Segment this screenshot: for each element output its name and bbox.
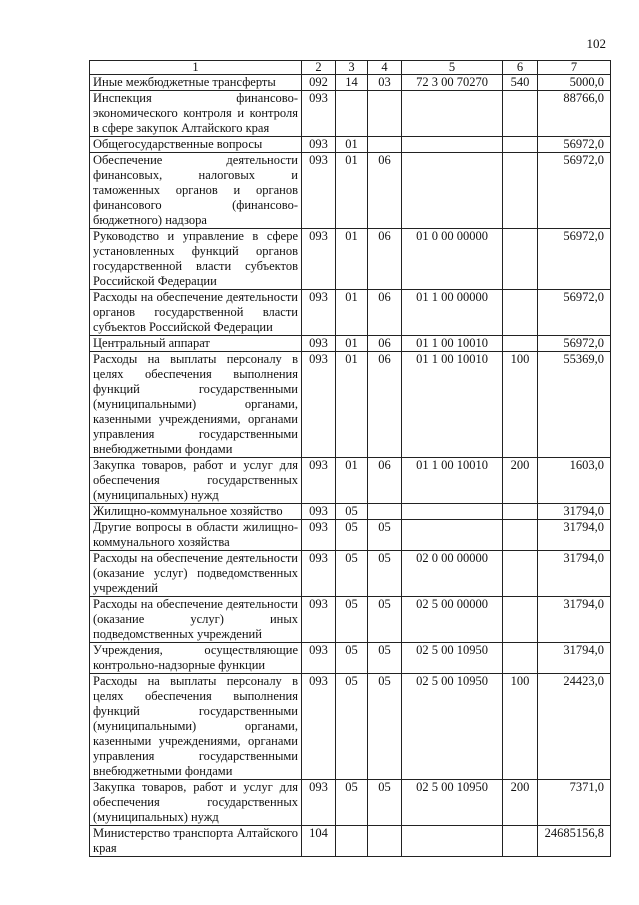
expense-name-cell: Расходы на обеспечение деятельности (оказание услуг) иных подведомственных учреждений [90, 597, 302, 643]
target-article-cell: 02 5 00 00000 [402, 597, 503, 643]
section-code-cell: 05 [336, 643, 368, 674]
target-article-cell: 02 5 00 10950 [402, 643, 503, 674]
target-article-cell: 01 1 00 10010 [402, 352, 503, 458]
amount-cell: 24685156,8 [538, 826, 611, 857]
expense-type-cell [503, 229, 538, 290]
target-article-cell [402, 91, 503, 137]
department-code-cell: 093 [302, 597, 336, 643]
subsection-code-cell: 06 [368, 290, 402, 336]
expense-type-cell [503, 520, 538, 551]
table-row [90, 153, 611, 229]
target-article-cell [402, 504, 503, 520]
amount-cell: 31794,0 [538, 551, 611, 597]
expense-type-cell: 100 [503, 352, 538, 458]
expense-name-cell: Руководство и управление в сфере установленных функций органов государственной власти субъектов Российской Федерации [90, 229, 302, 290]
header-cell: 1 [90, 61, 302, 75]
department-code-cell: 093 [302, 290, 336, 336]
expense-name-cell: Общегосударственные вопросы [90, 137, 302, 153]
department-code-cell: 093 [302, 551, 336, 597]
header-cell: 5 [402, 61, 503, 75]
target-article-cell: 72 3 00 70270 [402, 75, 503, 91]
amount-cell: 88766,0 [538, 91, 611, 137]
department-code-cell: 093 [302, 504, 336, 520]
target-article-cell: 02 5 00 10950 [402, 780, 503, 826]
table-row [90, 674, 611, 780]
expense-name-cell: Инспекция финансово-экономического контроля и контроля в сфере закупок Алтайского края [90, 91, 302, 137]
table-row [90, 336, 611, 352]
department-code-cell: 104 [302, 826, 336, 857]
expense-name-cell: Расходы на выплаты персоналу в целях обеспечения выполнения функций государственными (муниципальными) органами, казенными учреждениями, органами управления государственными внебюджетными фондами [90, 674, 302, 780]
table-row [90, 504, 611, 520]
expense-name-cell: Расходы на выплаты персоналу в целях обеспечения выполнения функций государственными (муниципальными) органами, казенными учреждениями, органами управления государственными внебюджетными фондами [90, 352, 302, 458]
department-code-cell: 093 [302, 643, 336, 674]
amount-cell: 31794,0 [538, 643, 611, 674]
amount-cell: 31794,0 [538, 520, 611, 551]
subsection-code-cell: 03 [368, 75, 402, 91]
section-code-cell: 05 [336, 551, 368, 597]
target-article-cell [402, 826, 503, 857]
section-code-cell: 01 [336, 137, 368, 153]
expense-name-cell: Иные межбюджетные трансферты [90, 75, 302, 91]
amount-cell: 56972,0 [538, 229, 611, 290]
department-code-cell: 093 [302, 674, 336, 780]
section-code-cell: 05 [336, 520, 368, 551]
table-row [90, 551, 611, 597]
table-row [90, 780, 611, 826]
table-row [90, 643, 611, 674]
expense-type-cell: 200 [503, 458, 538, 504]
section-code-cell: 01 [336, 229, 368, 290]
expense-type-cell: 100 [503, 674, 538, 780]
amount-cell: 55369,0 [538, 352, 611, 458]
subsection-code-cell: 05 [368, 643, 402, 674]
subsection-code-cell: 06 [368, 336, 402, 352]
subsection-code-cell: 05 [368, 780, 402, 826]
subsection-code-cell [368, 504, 402, 520]
table-row [90, 229, 611, 290]
amount-cell: 56972,0 [538, 153, 611, 229]
target-article-cell [402, 520, 503, 551]
expense-name-cell: Учреждения, осуществляющие контрольно-надзорные функции [90, 643, 302, 674]
amount-cell: 56972,0 [538, 290, 611, 336]
subsection-code-cell: 05 [368, 520, 402, 551]
section-code-cell: 05 [336, 597, 368, 643]
amount-cell: 1603,0 [538, 458, 611, 504]
expense-type-cell [503, 504, 538, 520]
header-cell: 7 [538, 61, 611, 75]
section-code-cell: 05 [336, 780, 368, 826]
department-code-cell: 092 [302, 75, 336, 91]
expense-name-cell: Центральный аппарат [90, 336, 302, 352]
expense-name-cell: Министерство транспорта Алтайского края [90, 826, 302, 857]
subsection-code-cell [368, 137, 402, 153]
header-cell: 6 [503, 61, 538, 75]
department-code-cell: 093 [302, 336, 336, 352]
amount-cell: 56972,0 [538, 336, 611, 352]
department-code-cell: 093 [302, 780, 336, 826]
expense-name-cell: Жилищно-коммунальное хозяйство [90, 504, 302, 520]
amount-cell: 31794,0 [538, 504, 611, 520]
amount-cell: 56972,0 [538, 137, 611, 153]
table-row [90, 597, 611, 643]
target-article-cell: 01 1 00 10010 [402, 458, 503, 504]
expense-name-cell: Расходы на обеспечение деятельности (оказание услуг) подведомственных учреждений [90, 551, 302, 597]
department-code-cell: 093 [302, 91, 336, 137]
table-row [90, 290, 611, 336]
section-code-cell [336, 91, 368, 137]
section-code-cell: 01 [336, 458, 368, 504]
table-row [90, 91, 611, 137]
target-article-cell: 02 5 00 10950 [402, 674, 503, 780]
header-cell: 3 [336, 61, 368, 75]
target-article-cell [402, 153, 503, 229]
subsection-code-cell: 06 [368, 458, 402, 504]
section-code-cell: 01 [336, 153, 368, 229]
section-code-cell: 05 [336, 674, 368, 780]
expense-type-cell [503, 643, 538, 674]
expense-name-cell: Закупка товаров, работ и услуг для обеспечения государственных (муниципальных) нужд [90, 458, 302, 504]
department-code-cell: 093 [302, 352, 336, 458]
target-article-cell: 01 1 00 10010 [402, 336, 503, 352]
section-code-cell: 05 [336, 504, 368, 520]
subsection-code-cell: 05 [368, 674, 402, 780]
subsection-code-cell: 05 [368, 551, 402, 597]
budget-table [89, 60, 611, 857]
expense-type-cell [503, 551, 538, 597]
subsection-code-cell: 06 [368, 153, 402, 229]
amount-cell: 31794,0 [538, 597, 611, 643]
table-row [90, 520, 611, 551]
expense-type-cell: 540 [503, 75, 538, 91]
expense-type-cell [503, 336, 538, 352]
subsection-code-cell [368, 826, 402, 857]
table-body [90, 75, 611, 857]
expense-type-cell: 200 [503, 780, 538, 826]
target-article-cell: 01 1 00 00000 [402, 290, 503, 336]
subsection-code-cell [368, 91, 402, 137]
expense-name-cell: Обеспечение деятельности финансовых, налоговых и таможенных органов и органов финансового (финансово-бюджетного) надзора [90, 153, 302, 229]
section-code-cell: 01 [336, 290, 368, 336]
amount-cell: 5000,0 [538, 75, 611, 91]
expense-type-cell [503, 826, 538, 857]
subsection-code-cell: 06 [368, 229, 402, 290]
expense-type-cell [503, 290, 538, 336]
expense-type-cell [503, 91, 538, 137]
department-code-cell: 093 [302, 520, 336, 551]
expense-name-cell: Расходы на обеспечение деятельности органов государственной власти субъектов Российской Федерации [90, 290, 302, 336]
amount-cell: 24423,0 [538, 674, 611, 780]
expense-type-cell [503, 597, 538, 643]
section-code-cell: 14 [336, 75, 368, 91]
department-code-cell: 093 [302, 153, 336, 229]
expense-name-cell: Другие вопросы в области жилищно-коммунального хозяйства [90, 520, 302, 551]
department-code-cell: 093 [302, 458, 336, 504]
subsection-code-cell: 06 [368, 352, 402, 458]
subsection-code-cell: 05 [368, 597, 402, 643]
table-row [90, 352, 611, 458]
department-code-cell: 093 [302, 229, 336, 290]
page-number: 102 [586, 36, 606, 51]
header-cell: 4 [368, 61, 402, 75]
expense-name-cell: Закупка товаров, работ и услуг для обеспечения государственных (муниципальных) нужд [90, 780, 302, 826]
table-row [90, 137, 611, 153]
expense-type-cell [503, 137, 538, 153]
table-row [90, 826, 611, 857]
section-code-cell [336, 826, 368, 857]
expense-type-cell [503, 153, 538, 229]
table-header-row [90, 61, 611, 75]
section-code-cell: 01 [336, 352, 368, 458]
department-code-cell: 093 [302, 137, 336, 153]
target-article-cell [402, 137, 503, 153]
header-cell: 2 [302, 61, 336, 75]
section-code-cell: 01 [336, 336, 368, 352]
target-article-cell: 01 0 00 00000 [402, 229, 503, 290]
table-row [90, 75, 611, 91]
target-article-cell: 02 0 00 00000 [402, 551, 503, 597]
amount-cell: 7371,0 [538, 780, 611, 826]
table-row [90, 458, 611, 504]
